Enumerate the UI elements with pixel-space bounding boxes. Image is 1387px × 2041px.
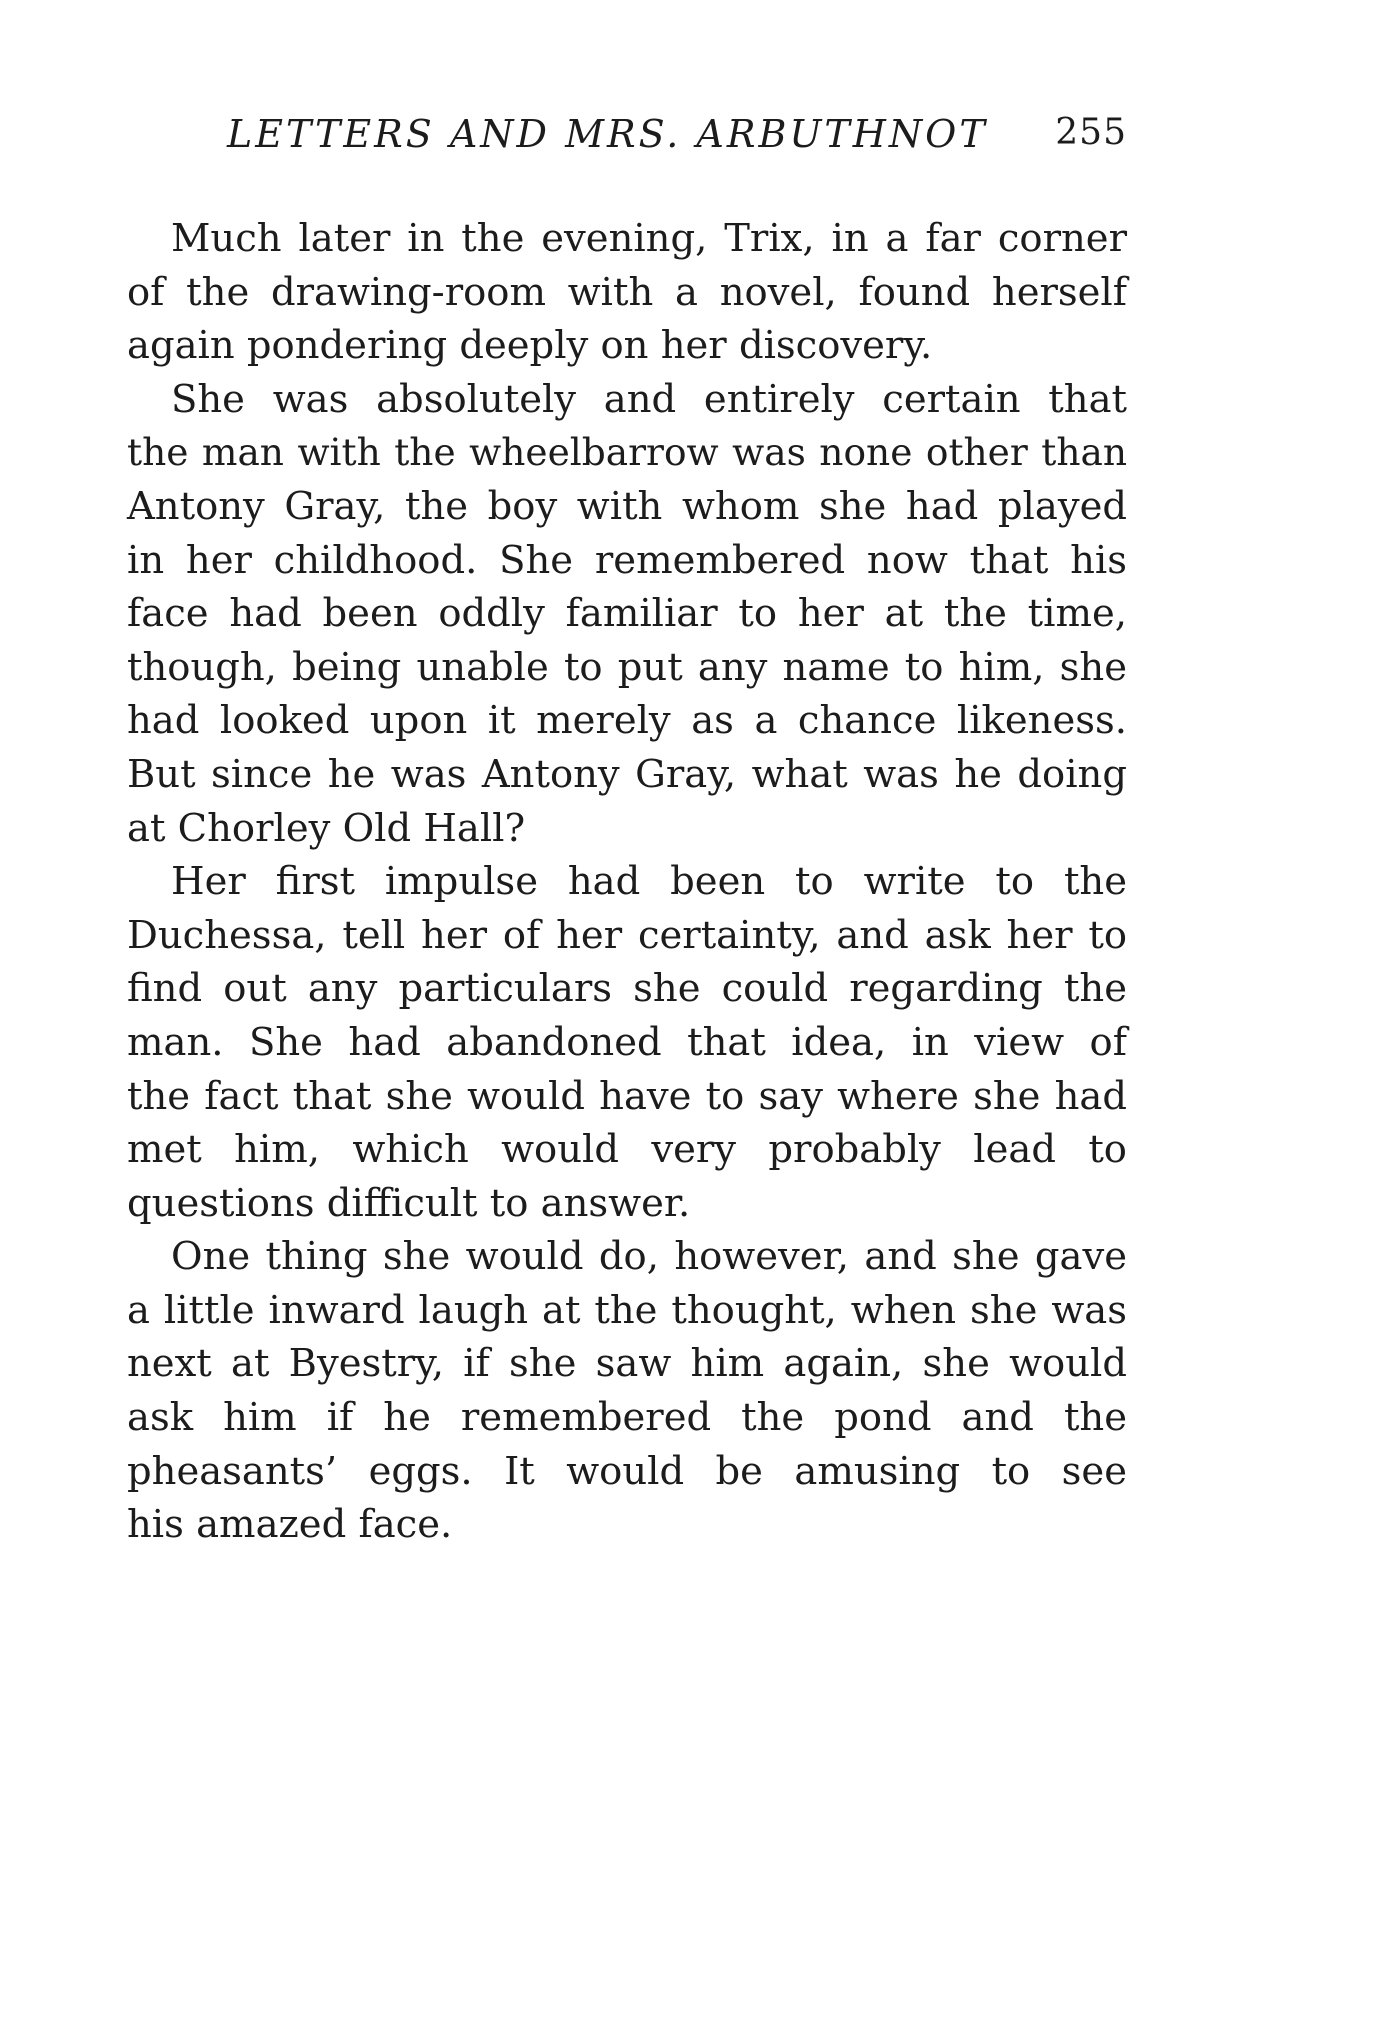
body-text [127, 212, 1127, 1552]
text-line: the man with the wheelbarrow was none other than [127, 430, 1127, 475]
paragraph-1 [127, 212, 1127, 373]
text-line: She was absolutely and entirely certain that [171, 376, 1127, 422]
text-line: face had been oddly familiar to her at the time, [127, 591, 1127, 637]
text-line: Antony Gray, the boy with whom she had played [127, 483, 1127, 529]
text-line: Her first impulse had been to write to the [171, 859, 1127, 905]
paragraph-2 [127, 373, 1127, 855]
paragraph-3 [127, 855, 1127, 1230]
running-head [127, 112, 1127, 164]
text-line: at Chorley Old Hall? [127, 805, 526, 851]
text-line: questions difficult to answer. [127, 1180, 691, 1226]
text-line: had looked upon it merely as a chance likeness. [127, 698, 1127, 744]
text-line: again pondering deeply on her discovery. [127, 323, 933, 369]
text-line: next at Byestry, if she saw him again, she would [127, 1341, 1127, 1387]
text-line: man. She had abandoned that idea, in view of [127, 1019, 1127, 1065]
text-line: met him, which would very probably lead to [127, 1127, 1127, 1173]
paragraph-4 [127, 1230, 1127, 1552]
text-line: One thing she would do, however, and she gave [171, 1234, 1127, 1280]
text-line: pheasants’ eggs. It would be amusing to see [127, 1448, 1127, 1494]
text-line: ask him if he remembered the pond and the [127, 1395, 1127, 1441]
text-line: of the drawing-room with a novel, found herself [127, 269, 1127, 315]
text-line: find out any particulars she could regarding the [127, 966, 1127, 1012]
text-line: in her childhood. She remembered now that his [127, 537, 1127, 583]
text-line: But since he was Antony Gray, what was he doing [127, 751, 1127, 797]
page-number: 255 [1055, 112, 1127, 153]
text-line: a little inward laugh at the thought, when she was [127, 1287, 1127, 1333]
running-title: LETTERS AND MRS. ARBUTHNOT [227, 112, 988, 156]
text-line: though, being unable to put any name to him, she [127, 644, 1127, 690]
text-line: his amazed face. [127, 1502, 453, 1548]
text-line: Much later in the evening, Trix, in a far corner [171, 216, 1127, 261]
text-line: Duchessa, tell her of her certainty, and ask her to [127, 912, 1127, 958]
text-line: the fact that she would have to say where she had [127, 1073, 1127, 1119]
